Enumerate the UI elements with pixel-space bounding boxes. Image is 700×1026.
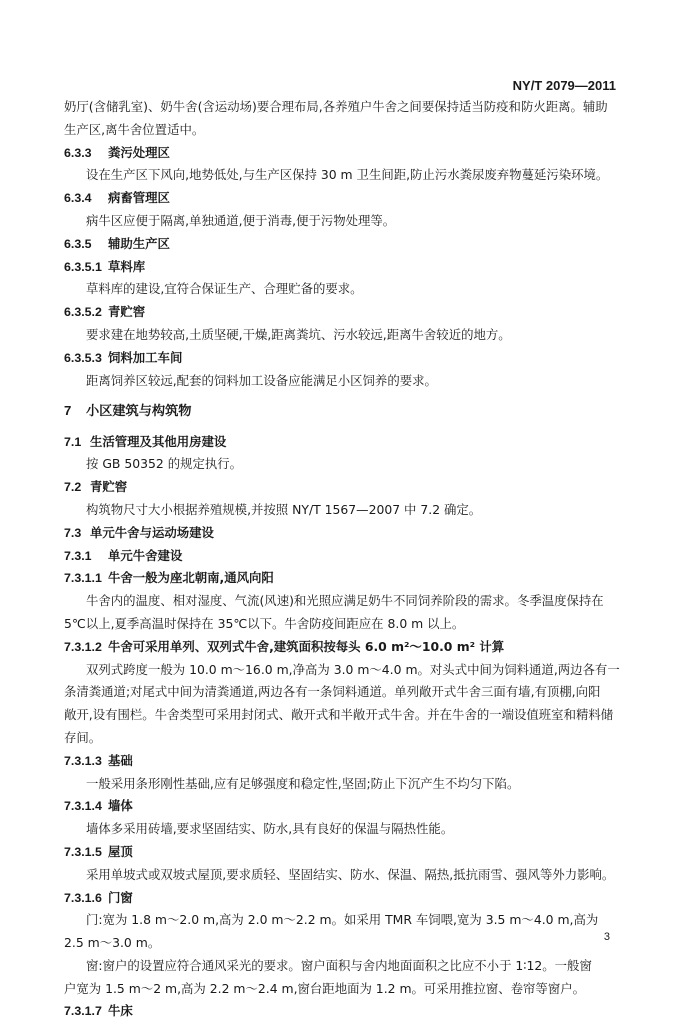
section-heading — [64, 525, 624, 541]
section-title: 小区建筑与构筑物 — [86, 403, 192, 419]
section-title: 门窗 — [108, 889, 133, 905]
section-number: 7.3 — [64, 525, 82, 540]
section-heading — [64, 259, 624, 275]
section-heading — [64, 570, 624, 586]
section-title: 墙体 — [108, 798, 133, 814]
section-number: 7.3.1.3 — [64, 753, 102, 768]
section-title: 单元牛舍与运动场建设 — [90, 524, 214, 540]
section-number: 7.3.1.6 — [64, 890, 102, 905]
paragraph-line: 生产区,离牛舍位置适中。 — [64, 121, 205, 137]
paragraph-line: 牛舍内的温度、相对湿度、气流(风速)和光照应满足奶牛不同饲养阶段的需求。冬季温度保持在 — [86, 593, 604, 609]
paragraph-line: 一般采用条形刚性基础,应有足够强度和稳定性,坚固;防止下沉产生不均匀下陷。 — [86, 775, 520, 791]
section-number: 6.3.5 — [64, 236, 92, 251]
section-heading — [64, 753, 624, 769]
paragraph-line: 窗:窗户的设置应符合通风采光的要求。窗户面积与舍内地面面积之比应不小于 1∶12。一般窗 — [86, 957, 592, 973]
section-heading — [64, 145, 624, 161]
section-number: 6.3.3 — [64, 145, 92, 160]
section-title: 生活管理及其他用房建设 — [90, 433, 227, 449]
section-title: 牛舍可采用单列、双列式牛舍,建筑面积按每头 6.0 m²～10.0 m² 计算 — [108, 638, 505, 654]
section-number: 7.3.1.1 — [64, 571, 102, 586]
section-number: 6.3.5.2 — [64, 305, 102, 320]
paragraph-line: 墙体多采用砖墙,要求坚固结实、防水,具有良好的保温与隔热性能。 — [86, 821, 454, 837]
section-number: 6.3.5.1 — [64, 259, 102, 274]
section-heading — [64, 798, 624, 814]
paragraph-line: 双列式跨度一般为 10.0 m～16.0 m,净高为 3.0 m～4.0 m。对头式中间为饲料通道,两边各有一 — [86, 661, 620, 677]
section-number: 7.2 — [64, 480, 82, 495]
paragraph-line: 距离饲养区较远,配套的饲料加工设备应能满足小区饲养的要求。 — [86, 372, 437, 388]
paragraph-line: 2.5 m～3.0 m。 — [64, 935, 161, 951]
section-title: 牛舍一般为座北朝南,通风向阳 — [108, 570, 274, 586]
paragraph-line: 敞开,设有围栏。牛舍类型可采用封闭式、敞开式和半敞开式牛舍。并在牛舍的一端设值班室和精料储 — [64, 707, 614, 723]
section-heading — [64, 403, 624, 420]
section-number: 6.3.4 — [64, 191, 92, 206]
section-heading — [64, 236, 624, 252]
section-title: 辅助生产区 — [108, 235, 170, 251]
page-number: 3 — [603, 931, 610, 943]
section-title: 病畜管理区 — [108, 190, 170, 206]
section-title: 单元牛舍建设 — [108, 547, 183, 563]
paragraph-line: 草料库的建设,宜符合保证生产、合理贮备的要求。 — [86, 281, 363, 297]
section-heading — [64, 190, 624, 206]
paragraph-line: 构筑物尺寸大小根据养殖规模,并按照 NY/T 1567—2007 中 7.2 确定。 — [86, 501, 482, 517]
section-title: 饲料加工车间 — [108, 349, 183, 365]
section-heading — [64, 350, 624, 366]
paragraph-line: 按 GB 50352 的规定执行。 — [86, 456, 243, 472]
section-heading — [64, 890, 624, 906]
section-title: 牛床 — [108, 1003, 133, 1019]
section-number: 7.3.1 — [64, 548, 92, 563]
section-title: 草料库 — [108, 258, 146, 274]
section-heading — [64, 639, 624, 655]
section-heading — [64, 479, 624, 495]
paragraph-line: 采用单坡式或双坡式屋顶,要求质轻、坚固结实、防水、保温、隔热,抵抗雨雪、强风等外力影响。 — [86, 866, 615, 882]
section-number: 7.3.1.7 — [64, 1004, 102, 1019]
paragraph-line: 存间。 — [64, 729, 102, 745]
section-title: 青贮窖 — [108, 304, 146, 320]
section-number: 7.3.1.2 — [64, 639, 102, 654]
section-title: 基础 — [108, 752, 133, 768]
section-heading — [64, 844, 624, 860]
paragraph-line: 5℃以上,夏季高温时保持在 35℃以下。牛舍防疫间距应在 8.0 m 以上。 — [64, 615, 465, 631]
doc-code-header: NY/T 2079—2011 — [512, 78, 616, 93]
paragraph-line: 设在生产区下风向,地势低处,与生产区保持 30 m 卫生间距,防止污水粪尿废弃物蔓延污染环境。 — [86, 167, 609, 183]
paragraph-line: 要求建在地势较高,土质坚硬,干燥,距离粪坑、污水较远,距离牛舍较近的地方。 — [86, 326, 511, 342]
section-number: 7.3.1.5 — [64, 844, 102, 859]
document-body — [64, 99, 624, 1026]
section-heading — [64, 1003, 624, 1019]
paragraph-line: 奶厅(含储乳室)、奶牛舍(含运动场)要合理布局,各养殖户牛舍之间要保持适当防疫和防火距离。辅助 — [64, 99, 608, 114]
section-number: 7.1 — [64, 434, 82, 449]
paragraph-line: 门:宽为 1.8 m～2.0 m,高为 2.0 m～2.2 m。如采用 TMR 车饲喂,宽为 3.5 m～4.0 m,高为 — [86, 912, 599, 928]
paragraph-line: 病牛区应便于隔离,单独通道,便于消毒,便于污物处理等。 — [86, 212, 396, 228]
section-title: 青贮窖 — [90, 479, 128, 495]
paragraph-line: 户宽为 1.5 m～2 m,高为 2.2 m～2.4 m,窗台距地面为 1.2 m。可采用推拉窗、卷帘等窗户。 — [64, 980, 585, 996]
section-number: 7 — [64, 402, 72, 418]
section-number: 7.3.1.4 — [64, 799, 102, 814]
paragraph-line: 条清粪通道;对尾式中间为清粪通道,两边各有一条饲料通道。单列敞开式牛舍三面有墙,有顶棚,向阳 — [64, 684, 601, 700]
section-heading — [64, 434, 624, 450]
section-title: 粪污处理区 — [108, 144, 170, 160]
section-heading — [64, 548, 624, 564]
section-heading — [64, 304, 624, 320]
section-number: 6.3.5.3 — [64, 350, 102, 365]
section-title: 屋顶 — [108, 843, 133, 859]
